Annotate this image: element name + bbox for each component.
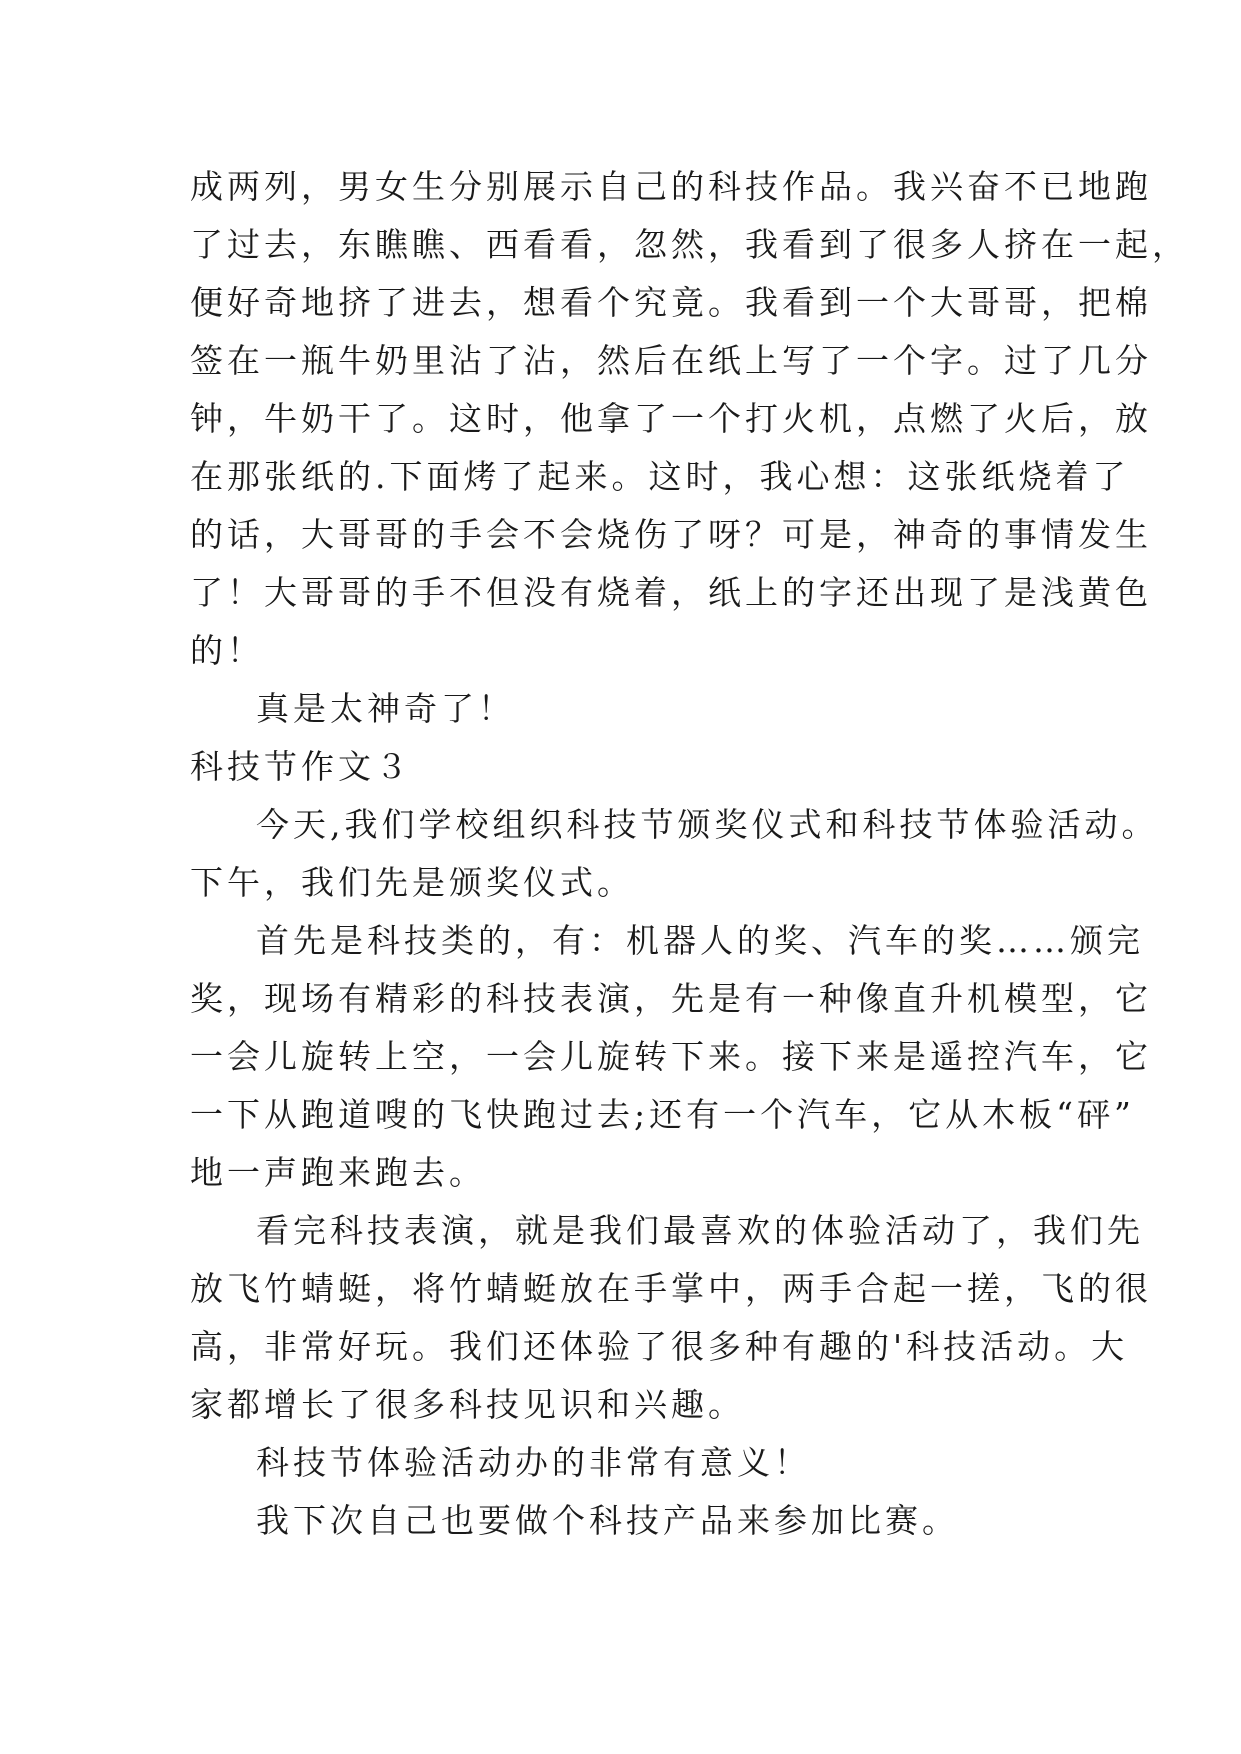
text-line: 家都增长了很多科技见识和兴趣。 xyxy=(190,1385,745,1424)
text-line: 下午，我们先是颁奖仪式。 xyxy=(190,863,634,902)
text-line: 一下从跑道嗖的飞快跑过去;还有一个汽车，它从木板“砰” xyxy=(190,1095,1135,1134)
paragraph-meaningful: 科技节体验活动办的非常有意义！ xyxy=(256,1443,811,1482)
text-line: 了过去，东瞧瞧、西看看，忽然，我看到了很多人挤在一起， xyxy=(190,225,1189,264)
text-line: 看完科技表演，就是我们最喜欢的体验活动了，我们先 xyxy=(256,1211,1144,1250)
paragraph-intro xyxy=(190,796,1159,912)
text-line: 成两列，男女生分别展示自己的科技作品。我兴奋不已地跑 xyxy=(190,167,1152,206)
text-line: 了！大哥哥的手不但没有烧着，纸上的字还出现了是浅黄色 xyxy=(190,573,1152,612)
text-line: 便好奇地挤了进去，想看个究竟。我看到一个大哥哥，把棉 xyxy=(190,283,1152,322)
document-body xyxy=(190,158,1189,1550)
text-line: 高，非常好玩。我们还体验了很多种有趣的'科技活动。大 xyxy=(190,1327,1129,1366)
paragraph-awards xyxy=(190,912,1152,1202)
text-line: 的！ xyxy=(190,631,264,670)
section-title: 科技节作文３ xyxy=(190,747,412,786)
paragraph-next-time: 我下次自己也要做个科技产品来参加比赛。 xyxy=(256,1501,959,1540)
text-line: 奖，现场有精彩的科技表演，先是有一种像直升机模型，它 xyxy=(190,979,1152,1018)
paragraph-experience xyxy=(190,1202,1152,1434)
text-line: 地一声跑来跑去。 xyxy=(190,1153,486,1192)
text-line: 在那张纸的.下面烤了起来。这时，我心想：这张纸烧着了 xyxy=(190,457,1130,496)
text-line: 签在一瓶牛奶里沾了沾，然后在纸上写了一个字。过了几分 xyxy=(190,341,1152,380)
text-line: 钟，牛奶干了。这时，他拿了一个打火机，点燃了火后，放 xyxy=(190,399,1152,438)
paragraph-amazing: 真是太神奇了！ xyxy=(256,689,515,728)
text-line: 放飞竹蜻蜓，将竹蜻蜓放在手掌中，两手合起一搓，飞的很 xyxy=(190,1269,1152,1308)
text-line: 一会儿旋转上空，一会儿旋转下来。接下来是遥控汽车，它 xyxy=(190,1037,1152,1076)
text-line: 的话，大哥哥的手会不会烧伤了呀？可是，神奇的事情发生 xyxy=(190,515,1152,554)
text-line: 首先是科技类的，有：机器人的奖、汽车的奖……颁完 xyxy=(256,921,1144,960)
paragraph-continued xyxy=(190,158,1189,680)
text-line: 今天,我们学校组织科技节颁奖仪式和科技节体验活动。 xyxy=(256,805,1159,844)
